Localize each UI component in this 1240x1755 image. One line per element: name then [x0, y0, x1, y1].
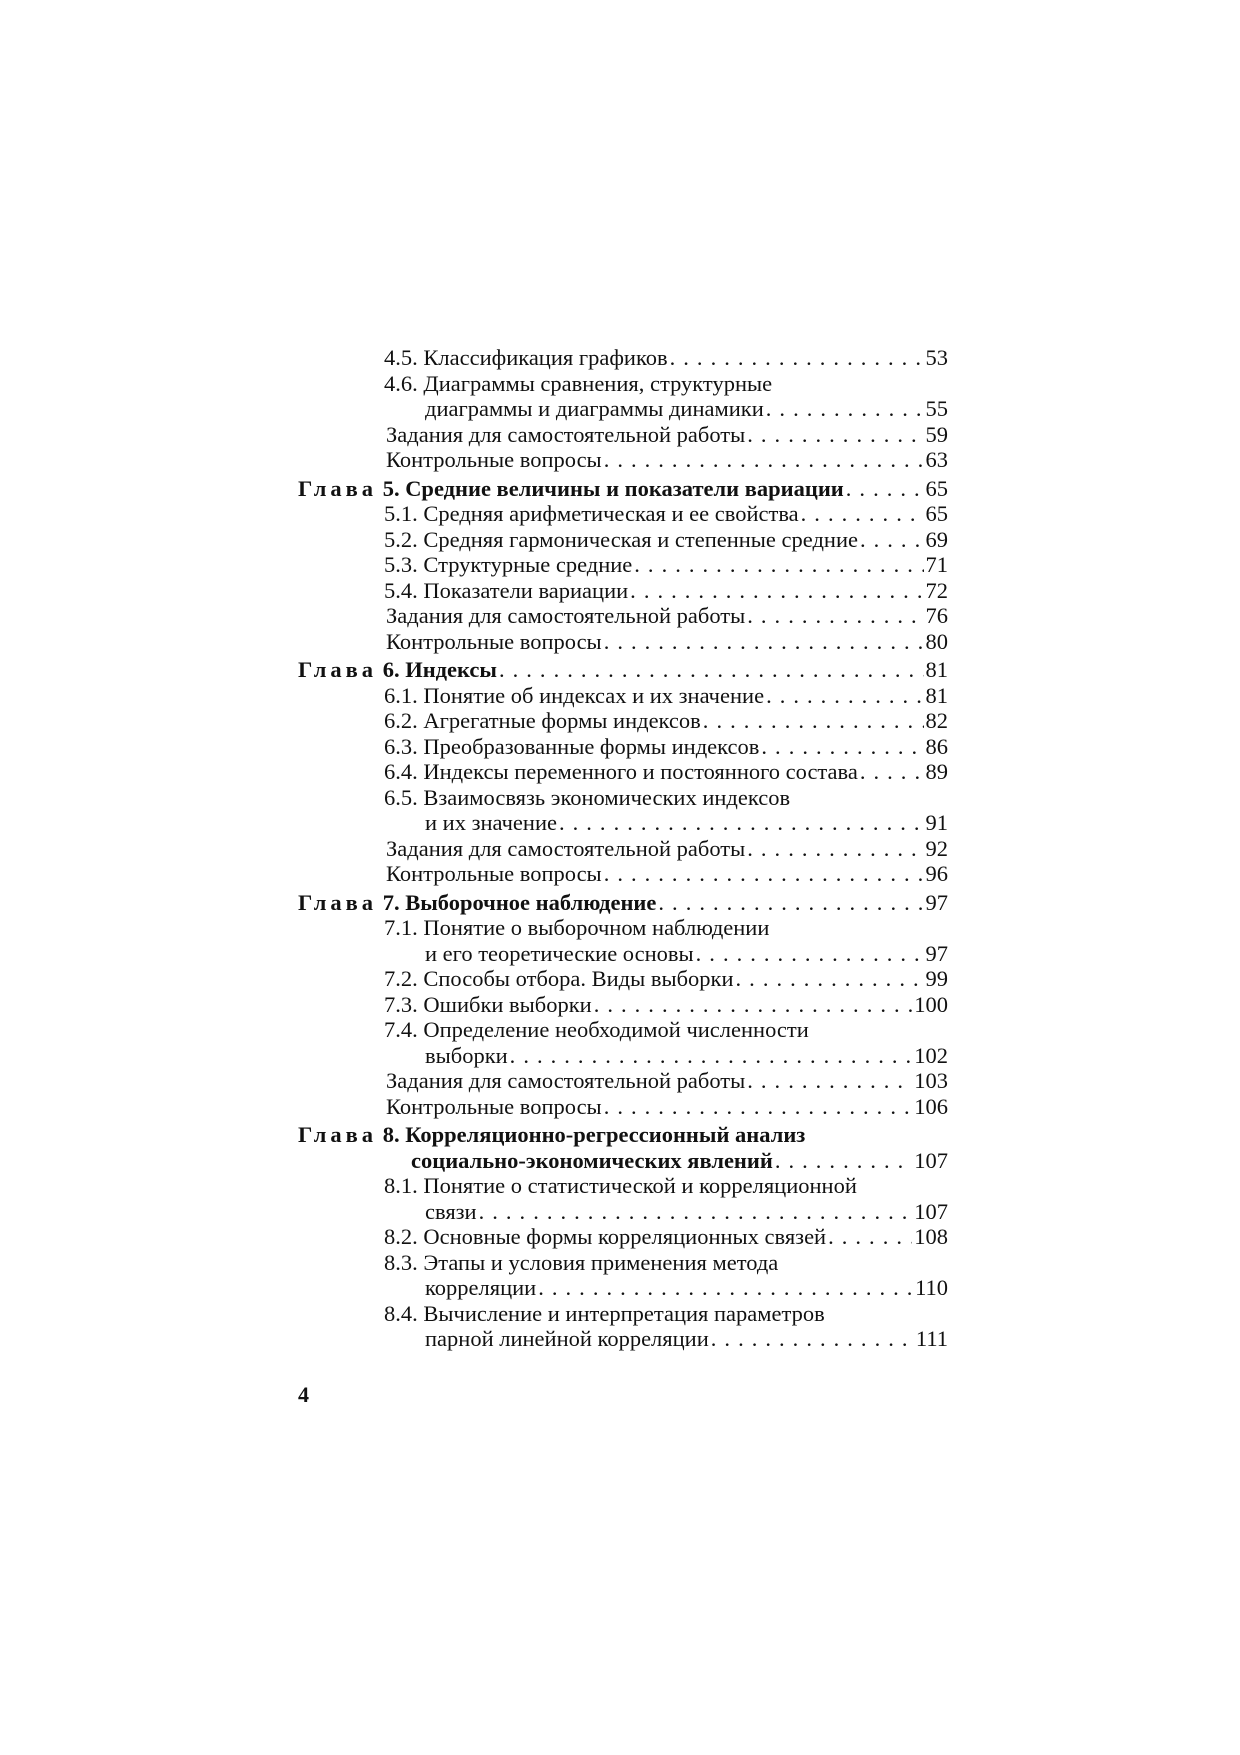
page-ref: 103: [914, 1068, 948, 1093]
entry-title: Контрольные вопросы: [386, 1093, 602, 1119]
section-number: 6.4.: [384, 759, 418, 784]
entry-title: Понятие об индексах и их значение: [423, 682, 765, 708]
page-ref: 106: [914, 1093, 948, 1119]
section-number: 7.2.: [384, 966, 418, 991]
entry-title: Вычисление и интерпретация параметров: [423, 1300, 825, 1326]
dot-leader: [747, 422, 923, 448]
dot-leader: [747, 1068, 912, 1094]
toc-chapter: [298, 657, 948, 683]
entry-title: Индексы: [405, 657, 497, 682]
entry-title: Понятие о статистической и корреляционной: [423, 1173, 857, 1198]
dot-leader: [766, 396, 924, 422]
dot-leader: [499, 657, 924, 683]
page-ref: 89: [925, 759, 948, 784]
dot-leader: [670, 345, 924, 371]
toc-entry: [298, 1173, 948, 1199]
toc-entry: [298, 552, 948, 578]
entry-title: Классификация графиков: [423, 345, 668, 370]
page-ref: 63: [925, 447, 948, 472]
page-ref: 86: [925, 733, 948, 759]
page-ref: 110: [915, 1275, 948, 1300]
toc-entry: [298, 1199, 948, 1225]
page-ref: 65: [925, 475, 948, 501]
dot-leader: [766, 683, 923, 709]
chapter-prefix: Глава: [298, 657, 378, 682]
entry-title: Задания для самостоятельной работы: [386, 1068, 746, 1093]
dot-leader: [860, 527, 924, 553]
dot-leader: [594, 992, 913, 1018]
dot-leader: [634, 552, 923, 578]
toc-entry: [298, 759, 948, 785]
page-ref: 107: [914, 1147, 948, 1173]
dot-leader: [747, 836, 923, 862]
toc-entry: [298, 1043, 948, 1069]
toc-entry: [298, 1301, 948, 1327]
toc-entry: [298, 1275, 948, 1301]
page-ref: 108: [914, 1224, 948, 1249]
section-number: 8.3.: [384, 1249, 418, 1275]
toc-entry: [298, 345, 948, 371]
entry-title: парной линейной корреляции: [425, 1326, 709, 1351]
entry-title: Задания для самостоятельной работы: [386, 603, 746, 628]
entry-title: диаграммы и диаграммы динамики: [425, 396, 764, 421]
toc-entry: [298, 603, 948, 629]
chapter-number: 8.: [382, 1122, 400, 1147]
entry-title: Взаимосвязь экономических индексов: [423, 784, 791, 810]
chapter-number: 5.: [382, 475, 400, 501]
entry-title: Корреляционно-регрессионный анализ: [405, 1122, 806, 1147]
toc-entry: [298, 629, 948, 655]
dot-leader: [747, 603, 923, 629]
section-number: 5.4.: [384, 577, 418, 603]
dot-leader: [630, 578, 923, 604]
toc-entry: [298, 371, 948, 397]
toc-entry: [298, 501, 948, 527]
toc-entry: [298, 810, 948, 836]
dot-leader: [604, 447, 924, 473]
section-number: 7.1.: [384, 915, 418, 940]
section-number: 4.6.: [384, 370, 418, 396]
page-ref: 81: [925, 657, 948, 682]
page-ref: 111: [915, 1326, 948, 1351]
entry-title: Ошибки выборки: [423, 991, 592, 1017]
dot-leader: [860, 759, 924, 785]
entry-title: социально-экономических явлений: [411, 1147, 773, 1173]
dot-leader: [696, 941, 924, 967]
chapter-prefix: Глава: [298, 475, 378, 501]
dot-leader: [846, 476, 924, 502]
page-ref: 92: [925, 835, 948, 861]
page-ref: 71: [925, 552, 948, 577]
entry-title: Определение необходимой численности: [423, 1017, 809, 1042]
dot-leader: [538, 1275, 913, 1301]
page-ref: 96: [925, 861, 948, 886]
entry-title: Диаграммы сравнения, структурные: [423, 370, 773, 396]
page-ref: 99: [925, 966, 948, 991]
page-ref: 72: [925, 577, 948, 603]
page-ref: 97: [925, 889, 948, 915]
page-ref: 82: [925, 708, 948, 733]
entry-title: корреляции: [425, 1275, 537, 1300]
page-ref: 97: [925, 940, 948, 966]
page-ref: 55: [925, 396, 948, 421]
chapter-prefix: Глава: [298, 1122, 378, 1147]
section-number: 8.4.: [384, 1300, 418, 1326]
table-of-contents: [298, 345, 948, 1352]
chapter-number: 6.: [382, 657, 400, 682]
entry-title: Понятие о выборочном наблюдении: [423, 915, 770, 940]
toc-entry: [298, 992, 948, 1018]
entry-title: и его теоретические основы: [425, 940, 694, 966]
page-ref: 107: [914, 1198, 948, 1224]
toc-entry: [298, 836, 948, 862]
page-ref: 102: [914, 1042, 948, 1068]
entry-title: Контрольные вопросы: [386, 447, 602, 472]
toc-entry: [298, 1068, 948, 1094]
entry-title: выборки: [425, 1042, 508, 1068]
toc-entry: [298, 1094, 948, 1120]
entry-title: Задания для самостоятельной работы: [386, 835, 746, 861]
dot-leader: [604, 629, 924, 655]
dot-leader: [604, 1094, 913, 1120]
chapter-number: 7.: [382, 889, 400, 915]
entry-title: Задания для самостоятельной работы: [386, 421, 746, 447]
toc-entry: [298, 734, 948, 760]
page-ref: 81: [925, 682, 948, 708]
section-number: 6.2.: [384, 708, 418, 733]
toc-entry: [298, 527, 948, 553]
dot-leader: [711, 1326, 914, 1352]
dot-leader: [775, 1148, 912, 1174]
dot-leader: [761, 734, 923, 760]
toc-chapter: [298, 1122, 948, 1148]
section-number: 7.3.: [384, 991, 418, 1017]
toc-entry: [298, 396, 948, 422]
entry-title: Показатели вариации: [423, 577, 629, 603]
toc-entry: [298, 447, 948, 473]
toc-entry: [298, 422, 948, 448]
dot-leader: [510, 1043, 913, 1069]
section-number: 8.2.: [384, 1224, 418, 1249]
dot-leader: [703, 708, 924, 734]
entry-title: Контрольные вопросы: [386, 861, 602, 886]
entry-title: Основные формы корреляционных связей: [423, 1224, 827, 1249]
entry-title: Агрегатные формы индексов: [423, 708, 701, 733]
toc-entry: [298, 915, 948, 941]
page-number: 4: [298, 1382, 309, 1407]
page-ref: 80: [925, 628, 948, 654]
page-ref: 91: [925, 810, 948, 835]
toc-entry: [298, 861, 948, 887]
toc-entry: [298, 708, 948, 734]
toc-entry: [298, 1148, 948, 1174]
page-ref: 69: [925, 526, 948, 552]
toc-entry: [298, 578, 948, 604]
dot-leader: [559, 810, 924, 836]
section-number: 8.1.: [384, 1173, 418, 1198]
toc-entry: [298, 1017, 948, 1043]
dot-leader: [736, 966, 924, 992]
chapter-prefix: Глава: [298, 889, 378, 915]
section-number: 7.4.: [384, 1017, 418, 1042]
entry-title: Средние величины и показатели вариации: [405, 475, 844, 501]
section-number: 5.2.: [384, 526, 418, 552]
toc-chapter: [298, 890, 948, 916]
dot-leader: [604, 861, 924, 887]
toc-entry: [298, 1224, 948, 1250]
entry-title: Структурные средние: [423, 552, 633, 577]
entry-title: Этапы и условия применения метода: [423, 1249, 779, 1275]
section-number: 6.1.: [384, 682, 418, 708]
toc-entry: [298, 966, 948, 992]
toc-entry: [298, 785, 948, 811]
toc-chapter: [298, 476, 948, 502]
dot-leader: [801, 501, 924, 527]
page-ref: 100: [914, 991, 948, 1017]
page-ref: 59: [925, 421, 948, 447]
page-ref: 53: [925, 345, 948, 370]
dot-leader: [658, 890, 923, 916]
section-number: 4.5.: [384, 345, 418, 370]
entry-title: Преобразованные формы индексов: [423, 733, 760, 759]
entry-title: Средняя гармоническая и степенные средние: [423, 526, 858, 552]
toc-entry: [298, 1250, 948, 1276]
section-number: 6.3.: [384, 733, 418, 759]
toc-entry: [298, 683, 948, 709]
entry-title: Выборочное наблюдение: [405, 889, 657, 915]
entry-title: связи: [425, 1198, 477, 1224]
entry-title: Средняя арифметическая и ее свойства: [423, 501, 799, 526]
page-ref: 76: [925, 603, 948, 628]
page-ref: 65: [925, 501, 948, 526]
toc-entry: [298, 941, 948, 967]
entry-title: Способы отбора. Виды выборки: [423, 966, 734, 991]
dot-leader: [828, 1224, 912, 1250]
entry-title: Контрольные вопросы: [386, 628, 602, 654]
dot-leader: [479, 1199, 913, 1225]
section-number: 5.3.: [384, 552, 418, 577]
entry-title: Индексы переменного и постоянного состава: [423, 759, 858, 784]
entry-title: и их значение: [425, 810, 557, 835]
section-number: 5.1.: [384, 501, 418, 526]
section-number: 6.5.: [384, 784, 418, 810]
toc-entry: [298, 1326, 948, 1352]
